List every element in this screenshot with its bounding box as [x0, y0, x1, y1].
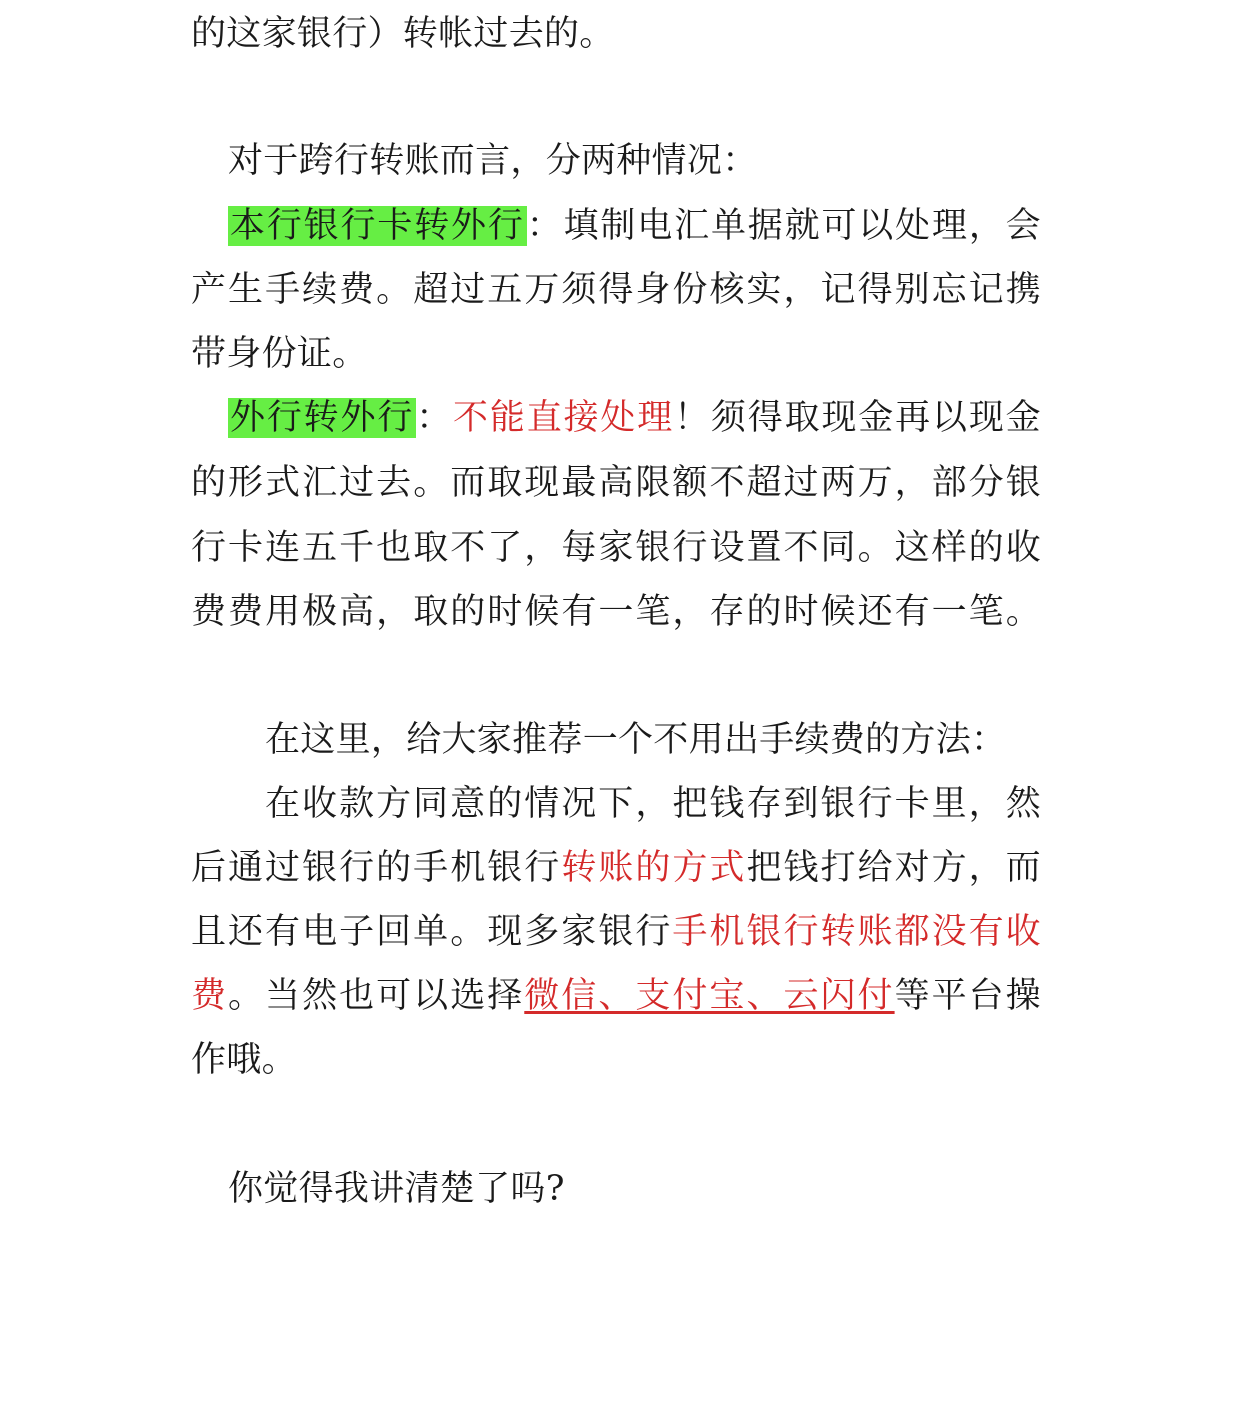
- case2-line4: [191, 580, 1041, 644]
- section2-intro: [265, 708, 1041, 772]
- case2-term-highlight: 外行转外行: [230, 398, 415, 438]
- text-fragment: 且还有电子回单。现多家银行: [191, 912, 673, 952]
- no-fee-emphasis-end: 费: [191, 976, 229, 1016]
- text-fragment: 等平台操: [894, 976, 1041, 1016]
- text-fragment: 在这里，给大家推荐一个不用出手续费的方法：: [265, 720, 1007, 760]
- paragraph-line-top: [191, 2, 1041, 66]
- method-line4: [191, 964, 1041, 1028]
- text-fragment: ：: [526, 206, 564, 246]
- text-fragment: 对于跨行转账而言，分两种情况：: [228, 141, 758, 181]
- text-fragment: 填制电汇单据就可以处理，会: [563, 206, 1041, 246]
- text-fragment: ！须得取现金再以现金: [674, 398, 1041, 438]
- case1-line3: [191, 322, 1041, 386]
- text-fragment: ：: [416, 398, 454, 438]
- case2-line1: [228, 386, 1041, 450]
- text-fragment: 你觉得我讲清楚了吗?: [228, 1169, 565, 1209]
- case2-line2: [191, 451, 1041, 515]
- method-line5: [191, 1028, 1041, 1092]
- payment-platforms-link[interactable]: 微信、支付宝、云闪付: [524, 976, 895, 1016]
- method-line3: [191, 900, 1041, 964]
- text-fragment: 。当然也可以选择: [228, 976, 525, 1016]
- text-fragment: 带身份证。: [191, 334, 368, 374]
- transfer-method-emphasis: 转账的方式: [561, 848, 747, 888]
- text-fragment: 把钱打给对方，而: [746, 848, 1041, 888]
- case1-line1: [228, 194, 1041, 258]
- text-fragment: 的这家银行）转帐过去的。: [191, 14, 615, 54]
- closing-question: [228, 1157, 1041, 1221]
- section1-intro: [228, 129, 1041, 193]
- text-fragment: 费费用极高，取的时候有一笔，存的时候还有一笔。: [191, 592, 1041, 632]
- case1-line2: [191, 258, 1041, 322]
- text-fragment: 产生手续费。超过五万须得身份核实，记得别忘记携: [191, 270, 1041, 310]
- text-fragment: 后通过银行的手机银行: [191, 848, 562, 888]
- text-fragment: 作哦。: [191, 1040, 297, 1080]
- method-line1: [265, 772, 1041, 836]
- case2-warning-text: 不能直接处理: [453, 398, 675, 438]
- case1-term-highlight: 本行银行卡转外行: [230, 206, 525, 246]
- text-fragment: 行卡连五千也取不了，每家银行设置不同。这样的收: [191, 528, 1041, 568]
- text-fragment: 在收款方同意的情况下，把钱存到银行卡里，然: [265, 784, 1041, 824]
- text-fragment: 的形式汇过去。而取现最高限额不超过两万，部分银: [191, 463, 1041, 503]
- method-line2: [191, 836, 1041, 900]
- case2-line3: [191, 516, 1041, 580]
- no-fee-emphasis: 手机银行转账都没有收: [672, 912, 1041, 952]
